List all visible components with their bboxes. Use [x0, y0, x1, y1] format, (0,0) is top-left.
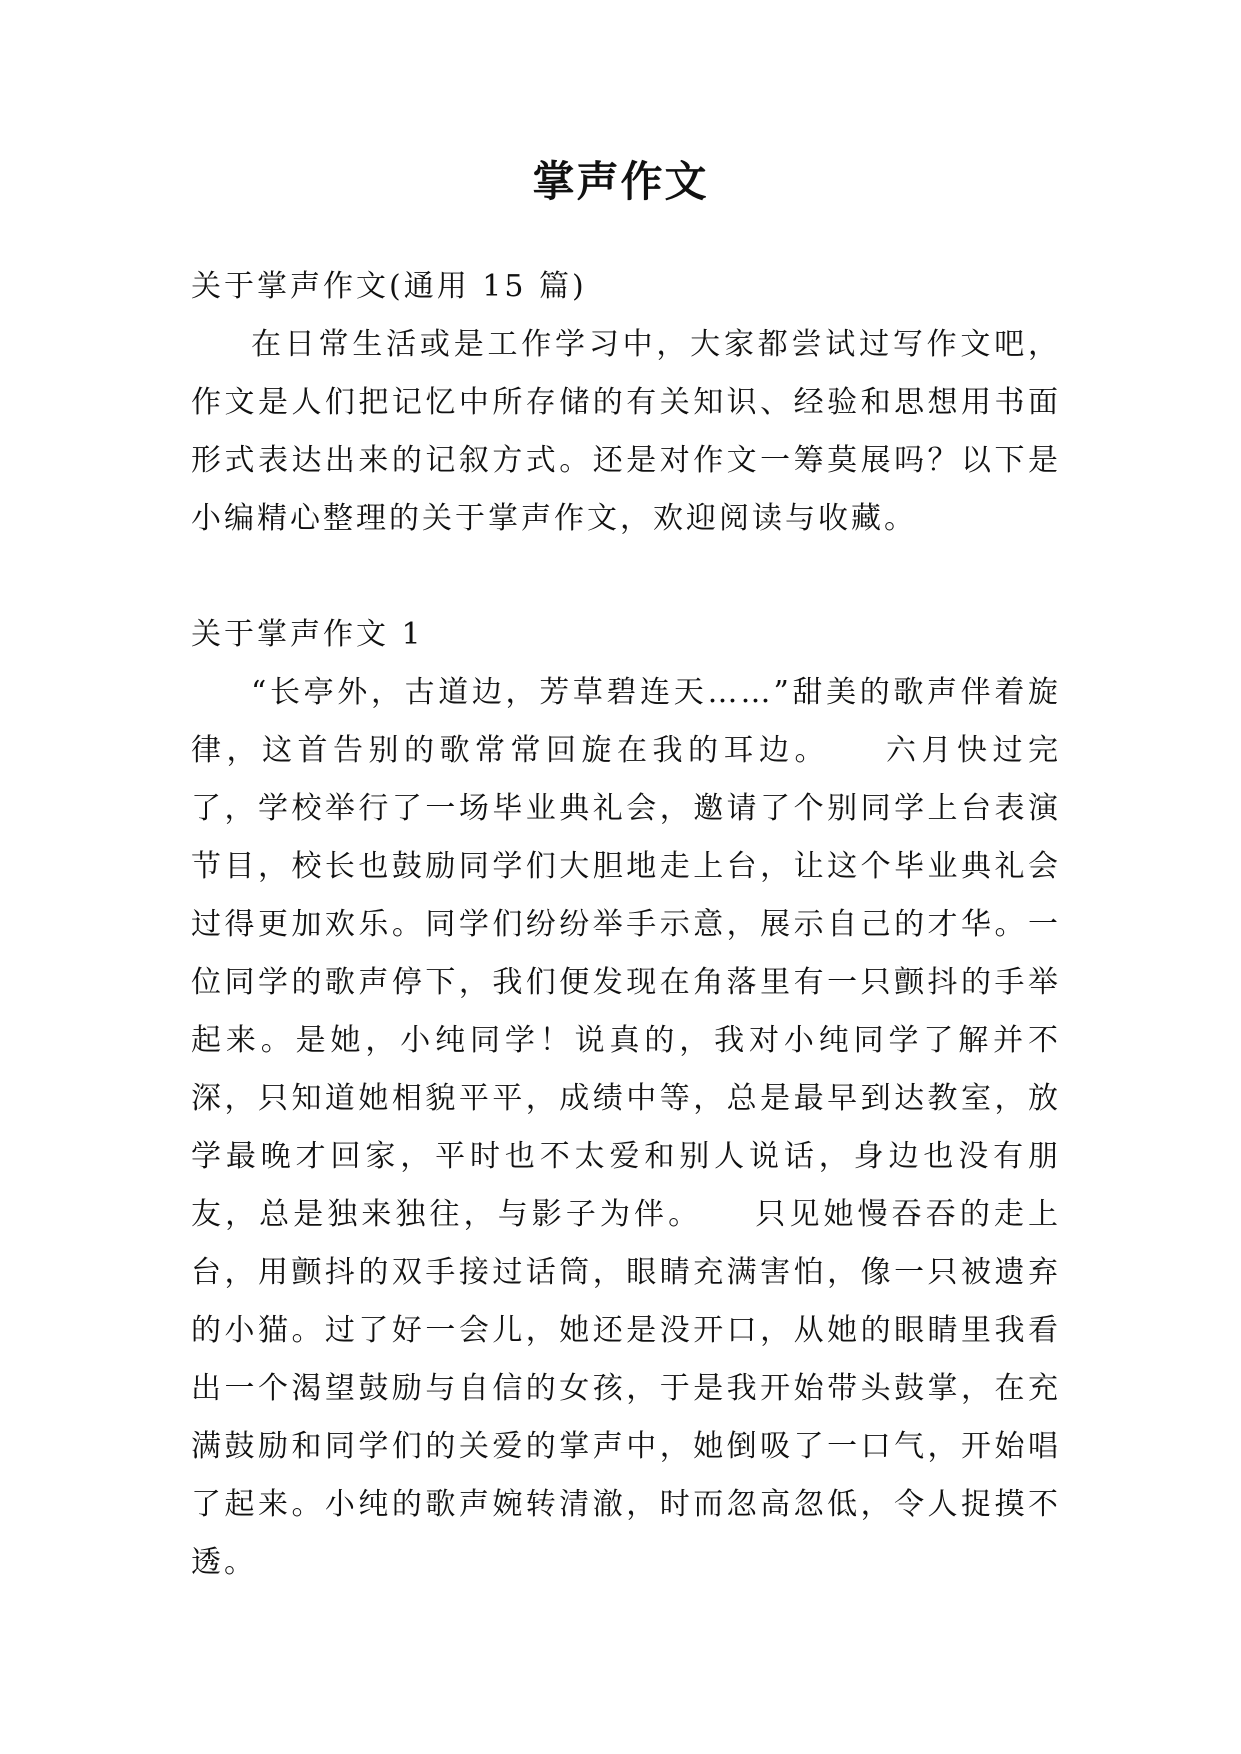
paragraph-spacer	[191, 548, 1061, 606]
document-subtitle: 关于掌声作文(通用 15 篇)	[191, 269, 587, 304]
section-heading: 关于掌声作文 1	[191, 617, 424, 652]
intro-paragraph: 在日常生活或是工作学习中，大家都尝试过写作文吧，作文是人们把记忆中所存储的有关知识、经验和思想用书面形式表达出来的记叙方式。还是对作文一筹莫展吗？以下是小编精心整理的关于掌声作文，欢迎阅读与收藏。	[191, 327, 1061, 536]
essay-body-paragraph: “长亭外，古道边，芳草碧连天……”甜美的歌声伴着旋律，这首告别的歌常常回旋在我的耳边。 六月快过完了，学校举行了一场毕业典礼会，邀请了个别同学上台表演节目，校长也鼓励同学们大胆地走上台，让这个毕业典礼会过得更加欢乐。同学们纷纷举手示意，展示自己的才华。一位同学的歌声停下，我们便发现在角落里有一只颤抖的手举起来。是她，小纯同学！说真的，我对小纯同学了解并不深，只知道她相貌平平，成绩中等，总是最早到达教室，放学最晚才回家，平时也不太爱和别人说话，身边也没有朋友，总是独来独往，与影子为伴。 只见她慢吞吞的走上台，用颤抖的双手接过话筒，眼睛充满害怕，像一只被遗弃的小猫。过了好一会儿，她还是没开口，从她的眼睛里我看出一个渴望鼓励与自信的女孩，于是我开始带头鼓掌，在充满鼓励和同学们的关爱的掌声中，她倒吸了一口气，开始唱了起来。小纯的歌声婉转清澈，时而忽高忽低，令人捉摸不透。	[191, 675, 1061, 1580]
document-title: 掌声作文	[532, 157, 709, 206]
document-content	[191, 258, 1061, 1592]
